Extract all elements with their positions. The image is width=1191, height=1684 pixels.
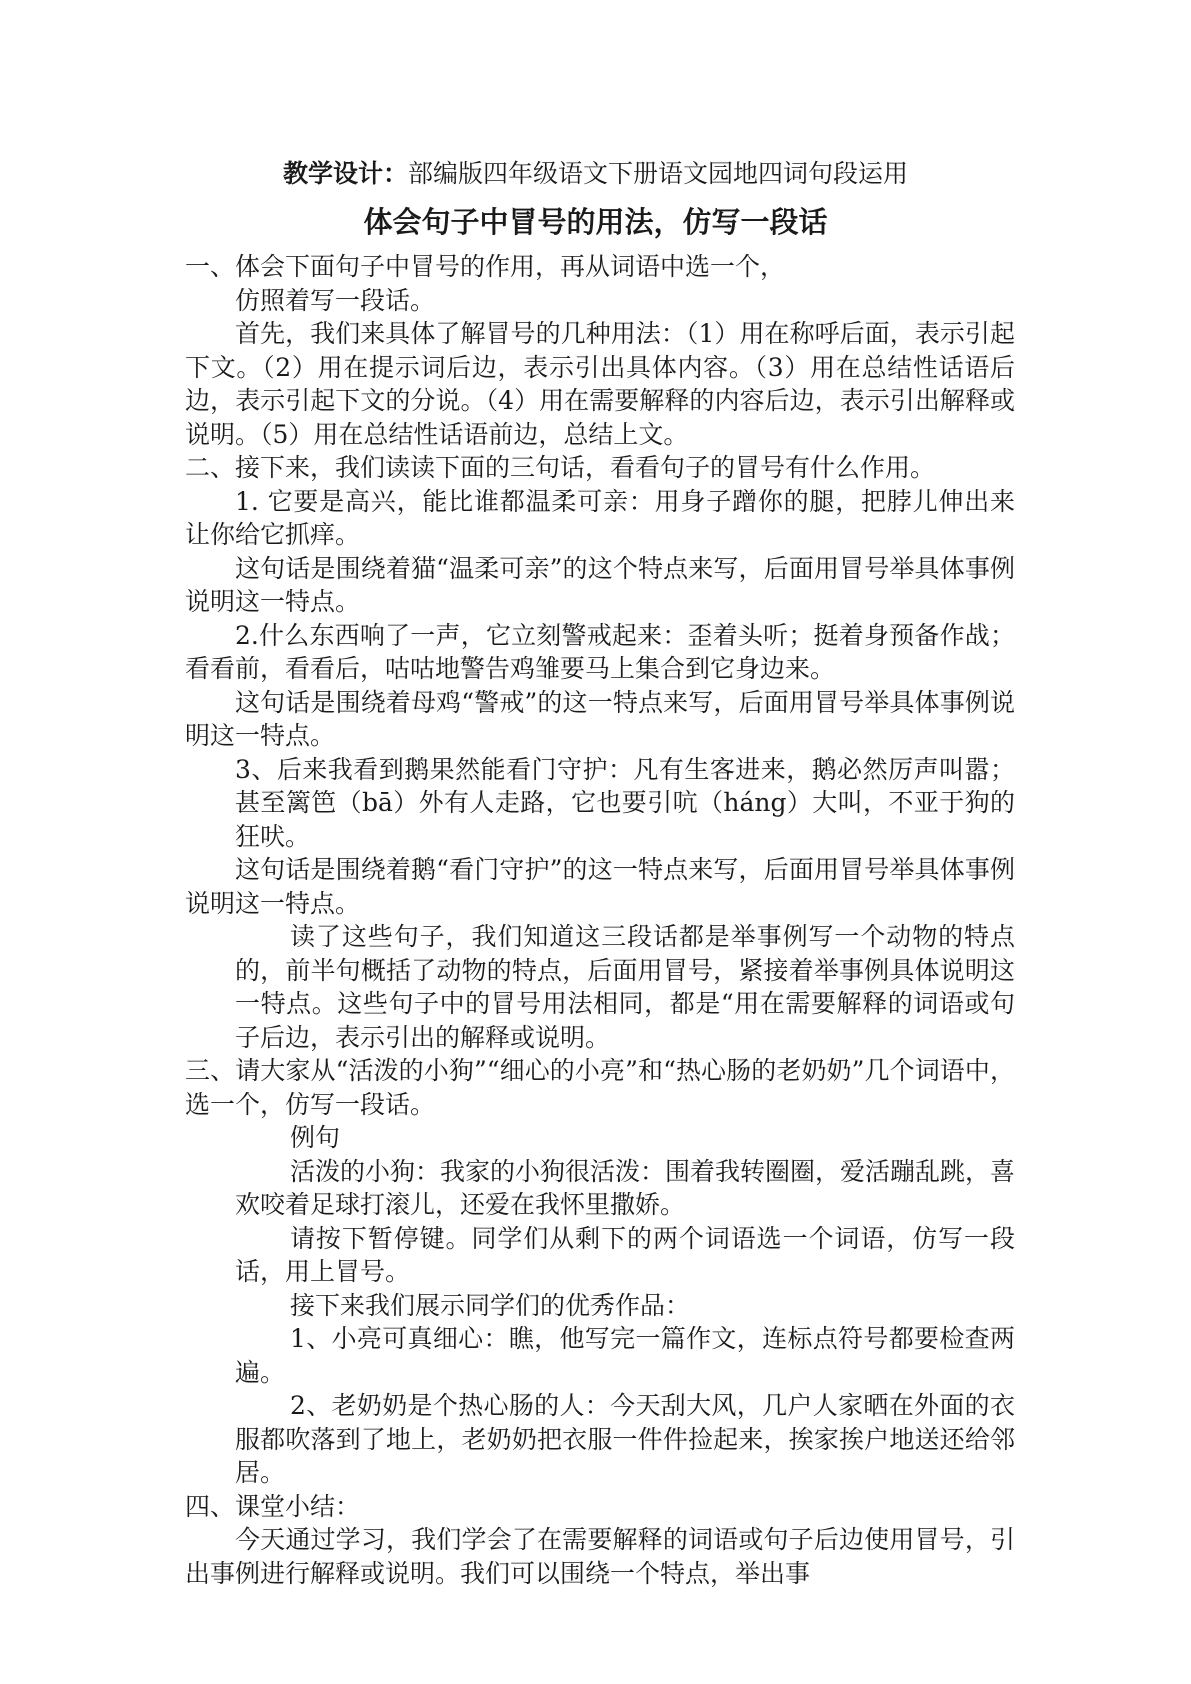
- example-paragraph: 活泼的小狗：我家的小狗很活泼：围着我转圈圈，爱活蹦乱跳，喜欢咬着足球打滚儿，还爱在我怀里撒娇。: [235, 1156, 1016, 1219]
- student-work-1: 1、小亮可真细心：瞧，他写完一篇作文，连标点符号都要检查两遍。: [235, 1324, 1015, 1387]
- document-title: 体会句子中冒号的用法，仿写一段话: [363, 205, 828, 239]
- section-2-summary: 读了这些句子，我们知道这三段话都是举事例写一个动物的特点的，前半句概括了动物的特点，后面用冒号，紧接着举事例具体说明这一特点。这些句子中的冒号用法相同，都是“用在需要解释的词语或句子后边，表示引出的解释或说明。: [235, 922, 1015, 1052]
- student-work-2: 2、老奶奶是个热心肠的人：今天刮大风，几户人家晒在外面的衣服都吹落到了地上，老奶奶把衣服一件件捡起来，挨家挨户地送还给邻居。: [235, 1391, 1015, 1487]
- example-label: 例句: [290, 1123, 341, 1152]
- example-note-2: 这句话是围绕着母鸡“警戒”的这一特点来写，后面用冒号举具体事例说明这一特点。: [185, 687, 1015, 750]
- subtitle-label: 教学设计：: [282, 159, 408, 188]
- section-4-heading: 四、课堂小结：: [185, 1491, 361, 1521]
- showcase-intro: 接下来我们展示同学们的优秀作品：: [290, 1290, 691, 1320]
- example-sentence-3: 3、后来我看到鹅果然能看门守护：凡有生客进来，鹅必然厉声叫嚣；甚至篱笆（bā）外有人走路，它也要引吭（háng）大叫，不亚于狗的狂吠。: [235, 754, 1015, 851]
- section-2-heading: 二、接下来，我们读读下面的三句话，看看句子的冒号有什么作用。: [185, 453, 936, 482]
- section-4-paragraph: 今天通过学习，我们学会了在需要解释的词语或句子后边使用冒号，引出事例进行解释或说明。我们可以围绕一个特点，举出事: [185, 1525, 1015, 1588]
- document-subtitle: [0, 158, 1191, 190]
- pause-instruction: 请按下暂停键。同学们从剩下的两个词语选一个词语，仿写一段话，用上冒号。: [235, 1223, 1015, 1286]
- section-1-paragraph: 首先，我们来具体了解冒号的几种用法：（1）用在称呼后面，表示引起下文。（2）用在提示词后边，表示引出具体内容。（3）用在总结性话语后边，表示引起下文的分说。（4）用在需要解释的内容后边，表示引出解释或说明。（5）用在总结性话语前边，总结上文。: [185, 319, 1015, 449]
- subtitle-text: 部编版四年级语文下册语文园地四词句段运用: [408, 159, 909, 188]
- example-note-3: 这句话是围绕着鹅“看门守护”的这一特点来写，后面用冒号举具体事例说明这一特点。: [185, 855, 1015, 918]
- section-3-heading: 三、请大家从“活泼的小狗”“细心的小亮”和“热心肠的老奶奶”几个词语中，选一个，仿写一段话。: [185, 1056, 1015, 1119]
- section-1-heading-continued: 仿照着写一段话。: [235, 285, 436, 315]
- document-body: [185, 250, 1015, 1590]
- example-sentence-1: 1. 它要是高兴，能比谁都温柔可亲：用身子蹭你的腿，把脖儿伸出来让你给它抓痒。: [185, 486, 1015, 549]
- section-1-heading: 一、体会下面句子中冒号的作用，再从词语中选一个，: [185, 252, 786, 281]
- example-note-1: 这句话是围绕着猫“温柔可亲”的这个特点来写，后面用冒号举具体事例说明这一特点。: [185, 553, 1015, 616]
- example-sentence-2: 2.什么东西响了一声，它立刻警戒起来：歪着头听；挺着身预备作战；看看前，看看后，咕咕地警告鸡雏要马上集合到它身边来。: [185, 620, 1015, 683]
